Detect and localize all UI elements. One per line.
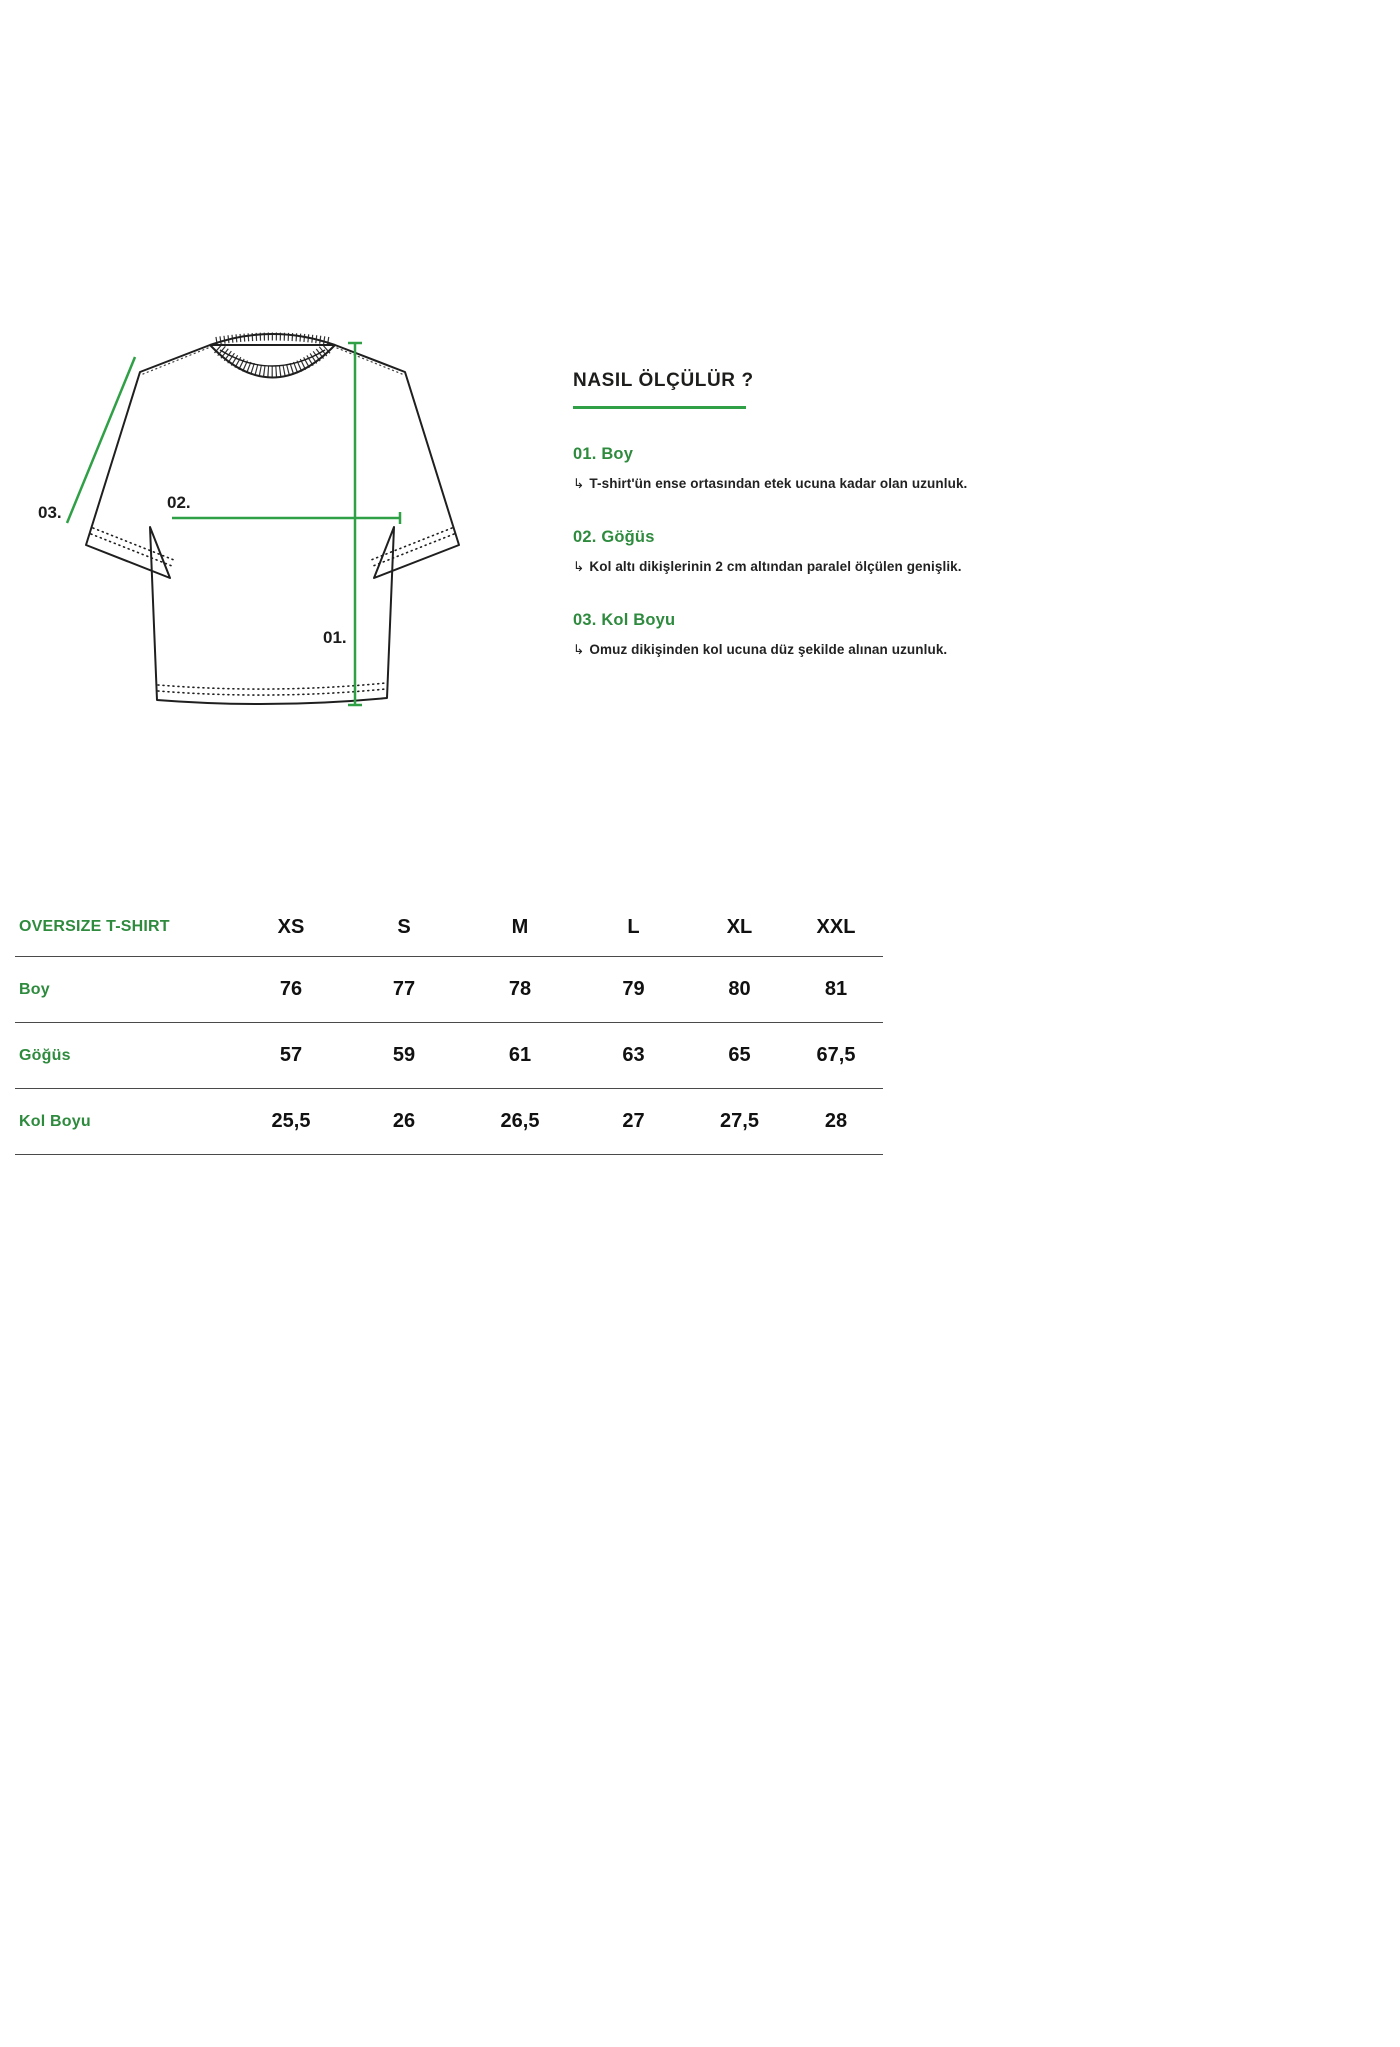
cell-value: 78 — [508, 978, 532, 1000]
how-to-item-text: T-shirt'ün ense ortasından etek ucuna kadar olan uzunluk. — [589, 476, 968, 491]
cell-value: 57 — [279, 1044, 303, 1066]
how-to-item-description — [573, 559, 1003, 575]
table-row-gogus — [15, 1023, 883, 1089]
cell-value: 77 — [392, 978, 416, 1000]
cell-value: 26 — [392, 1110, 416, 1132]
row-label: Kol Boyu — [19, 1112, 91, 1130]
how-to-item-text: Kol altı dikişlerinin 2 cm altından paralel ölçülen genişlik. — [589, 559, 962, 574]
how-to-item-kol-boyu — [573, 611, 1003, 658]
how-to-measure-section — [573, 370, 1003, 658]
cell-value: 81 — [824, 978, 848, 1000]
how-to-item-description — [573, 642, 1003, 658]
how-to-item-gogus — [573, 528, 1003, 575]
table-row-kol-boyu — [15, 1089, 883, 1155]
how-to-title: NASIL ÖLÇÜLÜR ? — [573, 370, 754, 391]
cell-value: 59 — [392, 1044, 416, 1066]
how-to-item-heading: 02. Göğüs — [573, 528, 655, 546]
size-col-s: S — [397, 915, 411, 938]
row-label: Boy — [19, 980, 50, 998]
return-arrow-icon: ↳ — [573, 642, 585, 657]
how-to-item-boy — [573, 445, 1003, 492]
cell-value: 65 — [728, 1044, 751, 1066]
measure-label-03: 03. — [38, 503, 62, 522]
cell-value: 61 — [508, 1044, 532, 1066]
tshirt-measurement-diagram — [30, 310, 590, 740]
collar-ribbing-back — [216, 337, 329, 342]
cell-value: 67,5 — [816, 1044, 856, 1066]
size-table — [15, 898, 883, 1155]
title-underline — [573, 406, 746, 409]
cell-value: 27,5 — [720, 1110, 759, 1132]
how-to-item-heading: 01. Boy — [573, 445, 634, 463]
cell-value: 63 — [622, 1044, 645, 1066]
row-label: Göğüs — [19, 1046, 71, 1064]
size-table-title: OVERSIZE T-SHIRT — [19, 918, 170, 935]
size-col-l: L — [627, 915, 640, 938]
table-row-boy — [15, 957, 883, 1023]
size-table-header — [15, 898, 883, 957]
cell-value: 28 — [824, 1110, 848, 1132]
how-to-item-heading: 03. Kol Boyu — [573, 611, 676, 629]
measure-label-01: 01. — [323, 628, 347, 647]
size-col-xxl: XXL — [816, 915, 856, 938]
cell-value: 26,5 — [500, 1110, 540, 1132]
cell-value: 27 — [622, 1110, 645, 1132]
measure-label-02: 02. — [167, 493, 191, 512]
size-col-xl: XL — [726, 915, 753, 938]
cell-value: 25,5 — [271, 1110, 311, 1132]
how-to-item-description — [573, 476, 1003, 492]
tshirt-outline — [86, 345, 459, 704]
cell-value: 80 — [728, 978, 751, 1000]
return-arrow-icon: ↳ — [573, 476, 585, 491]
cell-value: 79 — [622, 978, 645, 1000]
how-to-item-text: Omuz dikişinden kol ucuna düz şekilde alınan uzunluk. — [589, 642, 948, 657]
return-arrow-icon: ↳ — [573, 559, 585, 574]
size-col-xs: XS — [277, 915, 305, 938]
cell-value: 76 — [279, 978, 303, 1000]
size-col-m: M — [511, 915, 529, 938]
